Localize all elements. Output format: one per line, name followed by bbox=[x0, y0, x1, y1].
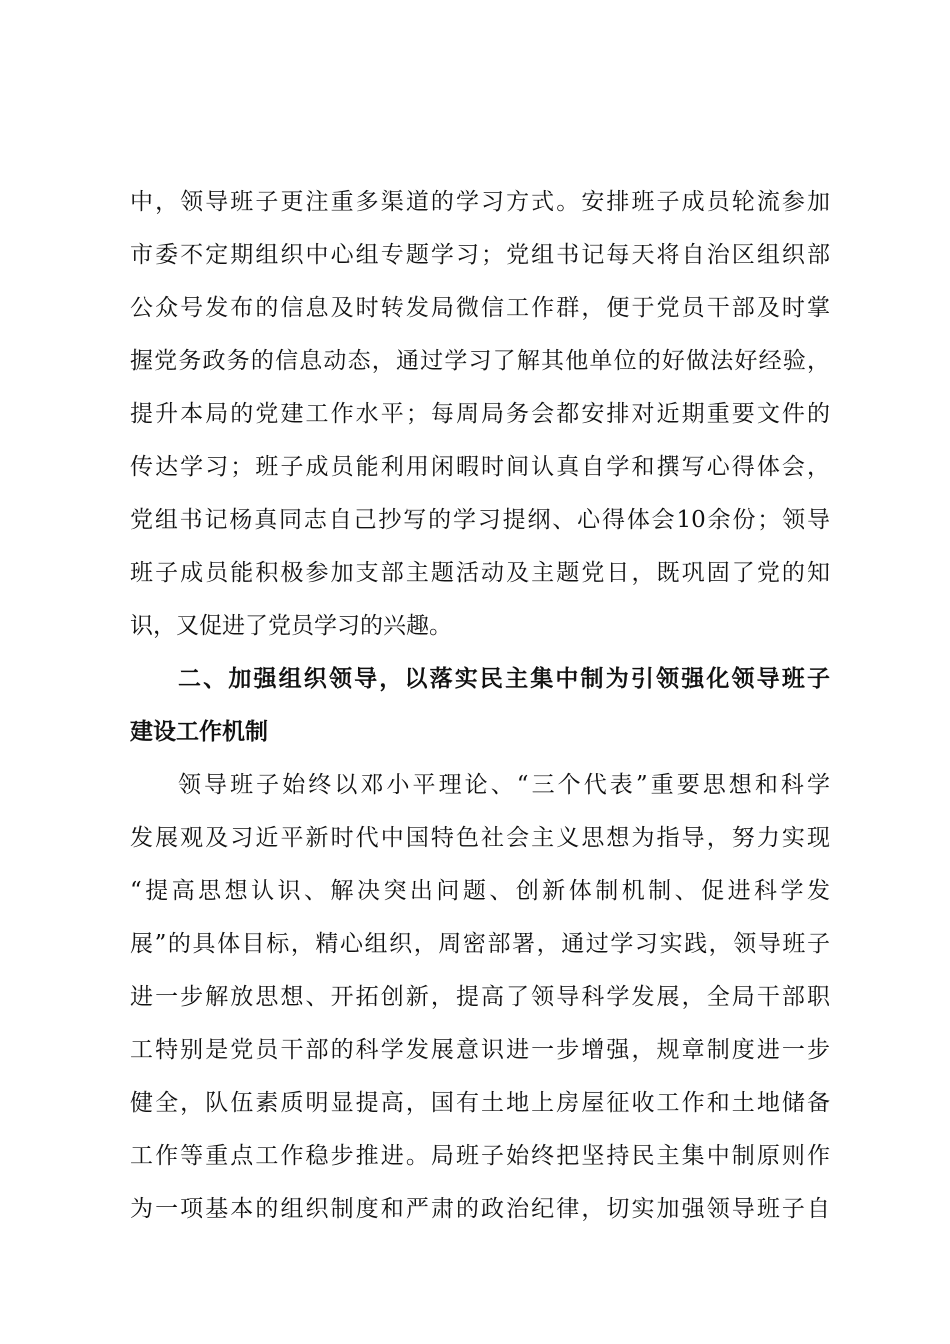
text-line: “提高思想认识、解决突出问题、创新体制机制、促进科学发 bbox=[130, 878, 830, 904]
text-line: 中，领导班子更注重多渠道的学习方式。安排班子成员轮流参加 bbox=[130, 189, 830, 215]
paragraph-leadership bbox=[130, 759, 830, 1236]
section-heading bbox=[130, 653, 830, 759]
text-line: 传达学习；班子成员能利用闲暇时间认真自学和撰写心得体会， bbox=[130, 454, 830, 480]
text-line: 发展观及习近平新时代中国特色社会主义思想为指导，努力实现 bbox=[130, 825, 830, 851]
document-body bbox=[130, 176, 830, 1236]
text-line: 领导班子始终以邓小平理论、“三个代表”重要思想和科学 bbox=[178, 772, 830, 798]
paragraph-study-methods bbox=[130, 176, 830, 653]
text-line: 握党务政务的信息动态，通过学习了解其他单位的好做法好经验， bbox=[130, 348, 830, 374]
text-line: 为一项基本的组织制度和严肃的政治纪律，切实加强领导班子自 bbox=[130, 1196, 830, 1222]
heading-line: 二、加强组织领导，以落实民主集中制为引领强化领导班子 bbox=[178, 666, 830, 692]
text-line: 工特别是党员干部的科学发展意识进一步增强，规章制度进一步 bbox=[130, 1037, 830, 1063]
text-line: 公众号发布的信息及时转发局微信工作群，便于党员干部及时掌 bbox=[130, 295, 830, 321]
text-line: 提升本局的党建工作水平；每周局务会都安排对近期重要文件的 bbox=[130, 401, 830, 427]
text-line: 工作等重点工作稳步推进。局班子始终把坚持民主集中制原则作 bbox=[130, 1143, 830, 1169]
text-line: 展”的具体目标，精心组织，周密部署，通过学习实践，领导班子 bbox=[130, 931, 830, 957]
text-line: 市委不定期组织中心组专题学习；党组书记每天将自治区组织部 bbox=[130, 242, 830, 268]
text-line: 识，又促进了党员学习的兴趣。 bbox=[130, 613, 452, 639]
text-line: 进一步解放思想、开拓创新，提高了领导科学发展，全局干部职 bbox=[130, 984, 830, 1010]
heading-line: 建设工作机制 bbox=[130, 719, 268, 745]
text-line: 健全，队伍素质明显提高，国有土地上房屋征收工作和土地储备 bbox=[130, 1090, 830, 1116]
text-line: 班子成员能积极参加支部主题活动及主题党日，既巩固了党的知 bbox=[130, 560, 830, 586]
text-line: 党组书记杨真同志自己抄写的学习提纲、心得体会10余份；领导 bbox=[130, 507, 830, 533]
